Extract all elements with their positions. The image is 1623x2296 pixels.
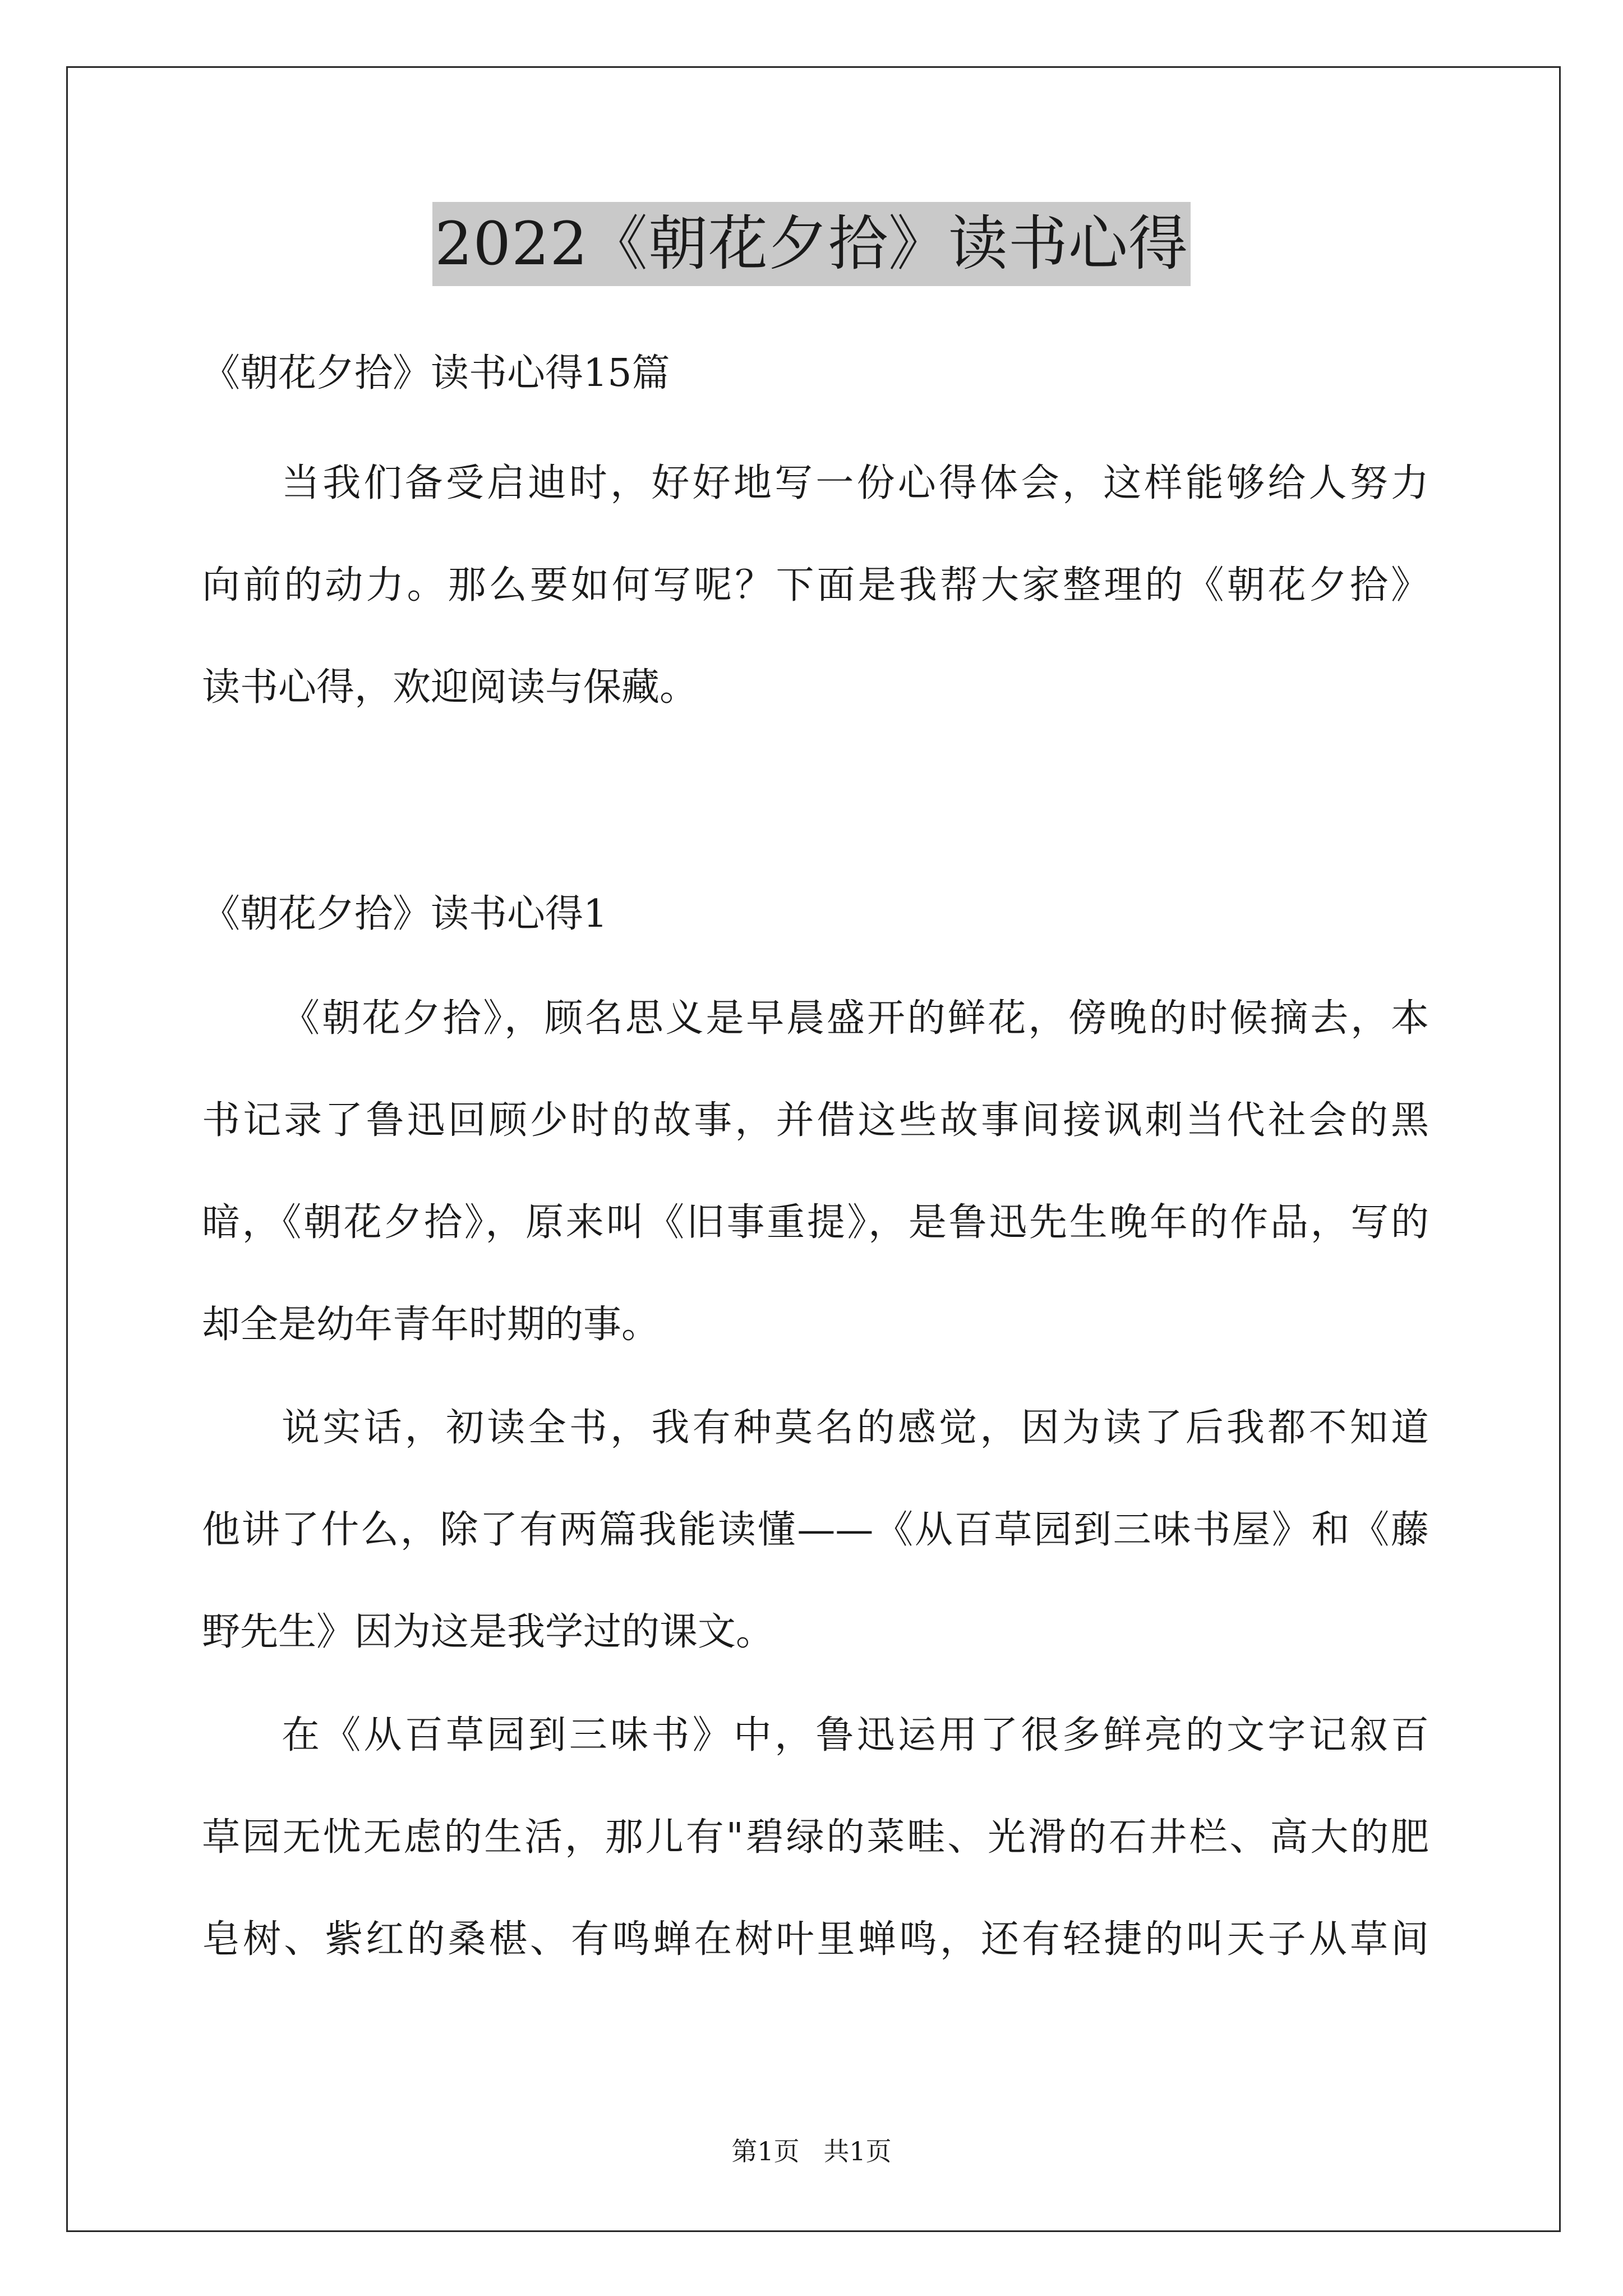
para3-line-2: 草园无忧无虑的生活，那儿有"碧绿的菜畦、光滑的石井栏、高大的肥 [202,1815,1429,1860]
para2-line-1: 说实话，初读全书，我有种莫名的感觉，因为读了后我都不知道 [282,1406,1429,1450]
intro-line-1: 当我们备受启迪时，好好地写一份心得体会，这样能够给人努力 [282,461,1429,505]
para1-line-2: 书记录了鲁迅回顾少时的故事，并借这些故事间接讽刺当代社会的黑 [202,1098,1429,1143]
page-total: 共1页 [823,2136,892,2166]
title-container [0,202,1623,286]
para1-line-3: 暗，《朝花夕拾》，原来叫《旧事重提》，是鲁迅先生晚年的作品，写的 [202,1200,1429,1245]
intro-line-2: 向前的动力。那么要如何写呢？下面是我帮大家整理的《朝花夕拾》 [202,563,1429,608]
para3-line-3: 皂树、紫红的桑椹、有鸣蝉在树叶里蝉鸣，还有轻捷的叫天子从草间 [202,1917,1429,1962]
page-number: 第1页 [731,2136,800,2166]
document-title: 2022《朝花夕拾》读书心得 [432,202,1191,286]
para1-line-1: 《朝花夕拾》，顾名思义是早晨盛开的鲜花，傍晚的时候摘去，本 [282,996,1429,1041]
para1-line-4: 却全是幼年青年时期的事。 [202,1303,660,1347]
page-footer [0,2137,1623,2165]
section-heading-1: 《朝花夕拾》读书心得1 [202,892,608,936]
para2-line-2: 他讲了什么，除了有两篇我能读懂——《从百草园到三味书屋》和《藤 [202,1508,1429,1552]
para3-line-1: 在《从百草园到三味书》中，鲁迅运用了很多鲜亮的文字记叙百 [282,1713,1429,1757]
subtitle: 《朝花夕拾》读书心得15篇 [202,351,670,395]
intro-line-3: 读书心得，欢迎阅读与保藏。 [202,665,698,710]
para2-line-3: 野先生》因为这是我学过的课文。 [202,1610,774,1654]
